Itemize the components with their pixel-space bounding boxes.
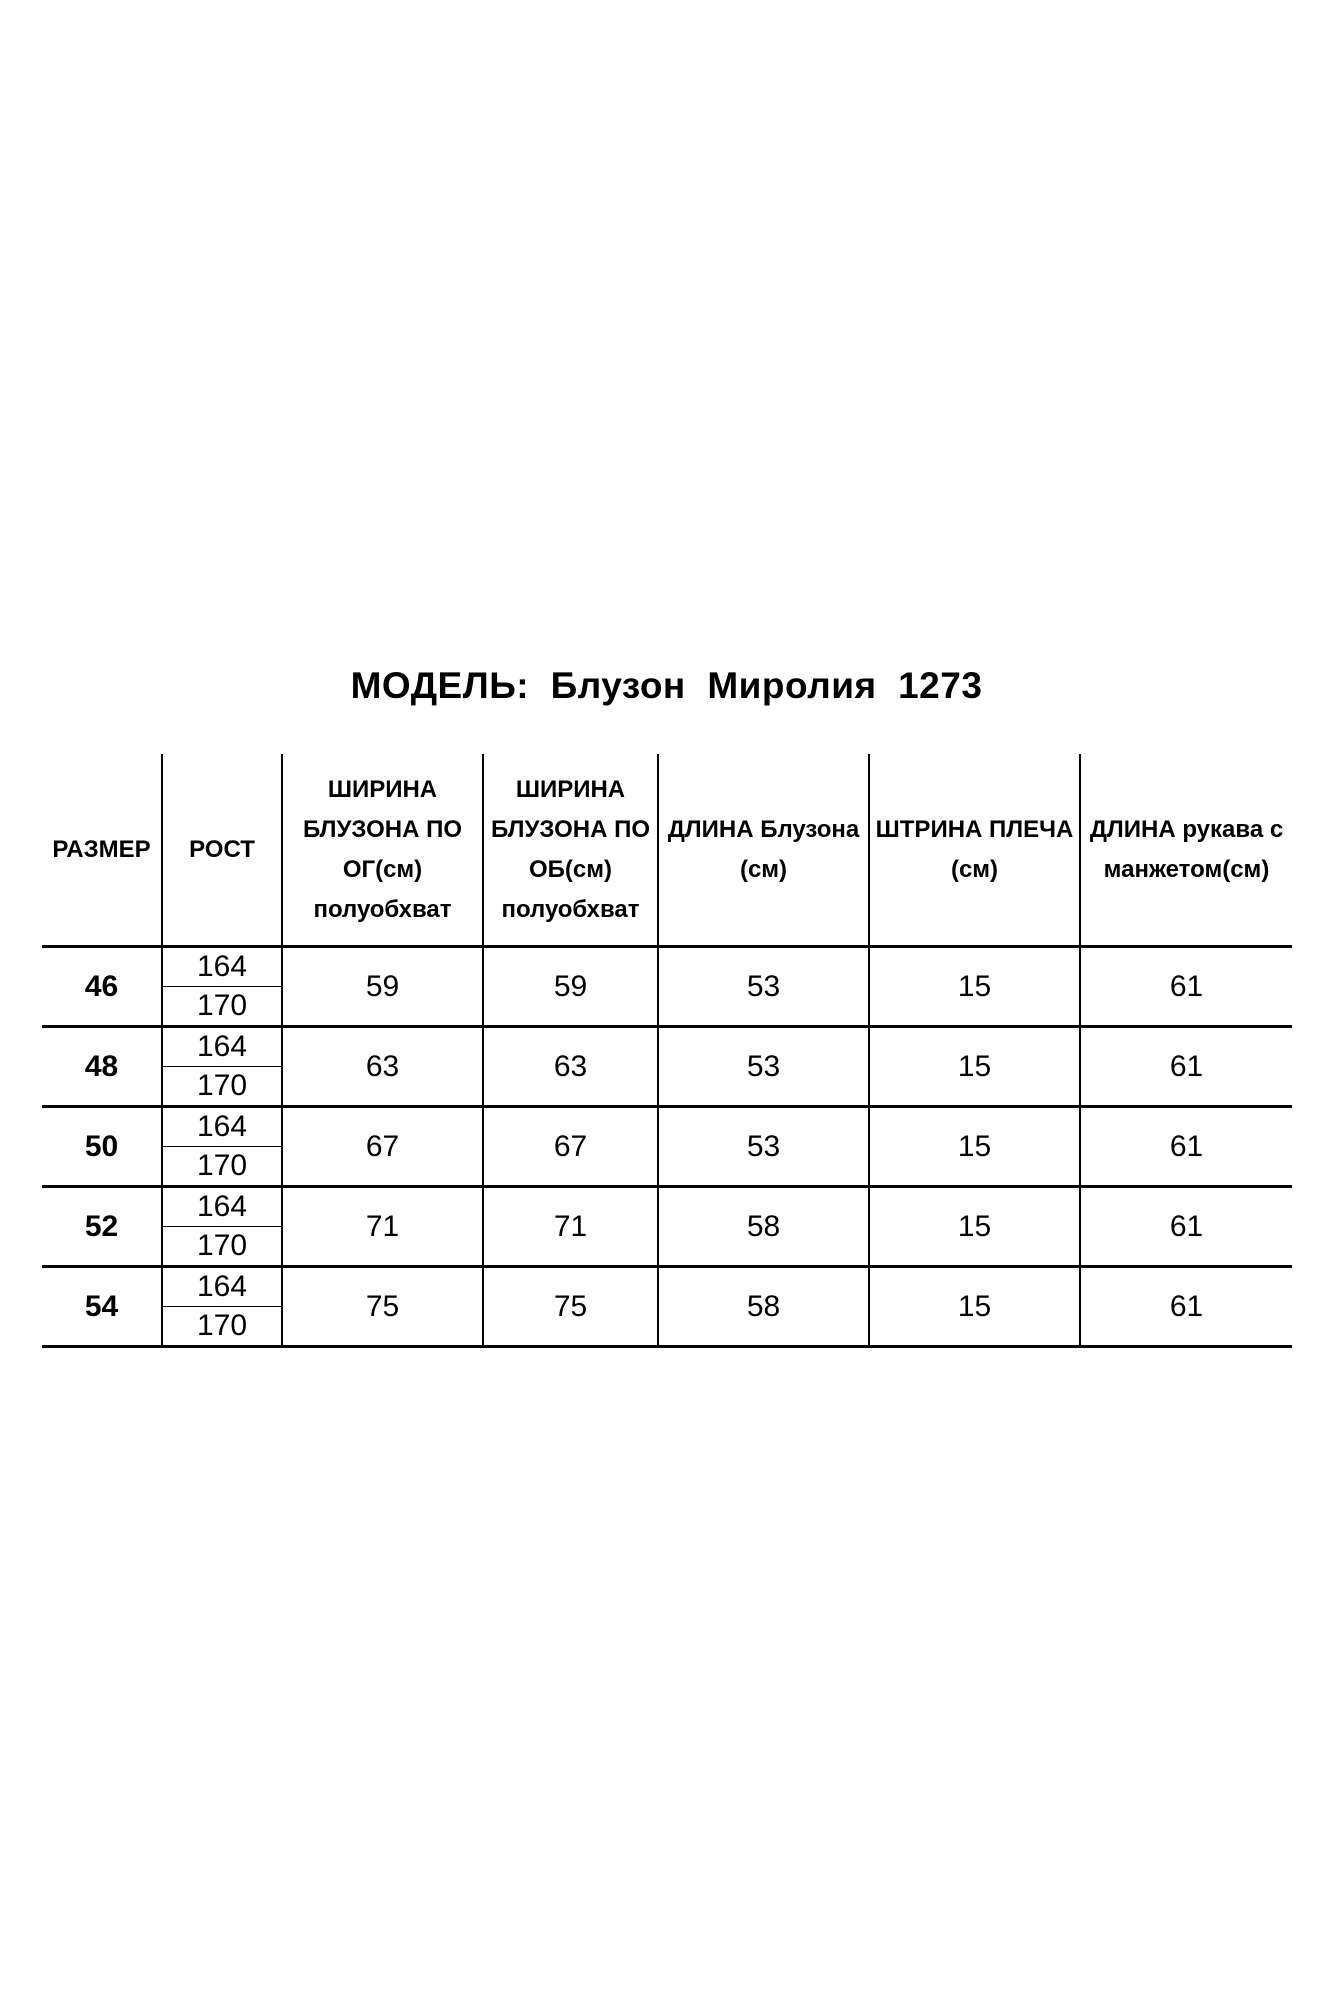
shoulder-width-value: 15 — [869, 1267, 1080, 1347]
header-chest-width: ШИРИНА БЛУЗОНА ПО ОГ(см) полуобхват — [282, 754, 483, 947]
size-value: 48 — [42, 1027, 162, 1107]
table-row — [42, 1187, 1292, 1227]
height-value: 170 — [162, 987, 282, 1027]
header-row — [42, 754, 1292, 947]
length-value: 53 — [658, 947, 869, 1027]
header-shoulder-width: ШТРИНА ПЛЕЧА (см) — [869, 754, 1080, 947]
sleeve-length-value: 61 — [1080, 1187, 1292, 1267]
hip-width-value: 67 — [483, 1107, 658, 1187]
size-value: 46 — [42, 947, 162, 1027]
height-value: 164 — [162, 947, 282, 987]
table-row — [42, 1107, 1292, 1147]
chest-width-value: 71 — [282, 1187, 483, 1267]
size-value: 52 — [42, 1187, 162, 1267]
height-value: 170 — [162, 1147, 282, 1187]
shoulder-width-value: 15 — [869, 1187, 1080, 1267]
chest-width-value: 59 — [282, 947, 483, 1027]
chest-width-value: 75 — [282, 1267, 483, 1347]
page-title: МОДЕЛЬ: Блузон Миролия 1273 — [350, 665, 983, 706]
length-value: 58 — [658, 1267, 869, 1347]
height-value: 164 — [162, 1267, 282, 1307]
table-row — [42, 947, 1292, 987]
sleeve-length-value: 61 — [1080, 1107, 1292, 1187]
chest-width-value: 67 — [282, 1107, 483, 1187]
shoulder-width-value: 15 — [869, 947, 1080, 1027]
height-value: 164 — [162, 1107, 282, 1147]
shoulder-width-value: 15 — [869, 1107, 1080, 1187]
size-value: 54 — [42, 1267, 162, 1347]
sleeve-length-value: 61 — [1080, 1267, 1292, 1347]
sleeve-length-value: 61 — [1080, 1027, 1292, 1107]
height-value: 170 — [162, 1227, 282, 1267]
size-chart-table — [42, 754, 1292, 1348]
height-value: 170 — [162, 1307, 282, 1347]
length-value: 53 — [658, 1107, 869, 1187]
shoulder-width-value: 15 — [869, 1027, 1080, 1107]
length-value: 53 — [658, 1027, 869, 1107]
header-height: РОСТ — [162, 754, 282, 947]
header-size: РАЗМЕР — [42, 754, 162, 947]
hip-width-value: 71 — [483, 1187, 658, 1267]
length-value: 58 — [658, 1187, 869, 1267]
hip-width-value: 59 — [483, 947, 658, 1027]
height-value: 164 — [162, 1027, 282, 1067]
hip-width-value: 75 — [483, 1267, 658, 1347]
height-value: 164 — [162, 1187, 282, 1227]
height-value: 170 — [162, 1067, 282, 1107]
sleeve-length-value: 61 — [1080, 947, 1292, 1027]
header-length: ДЛИНА Блузона (см) — [658, 754, 869, 947]
chest-width-value: 63 — [282, 1027, 483, 1107]
size-value: 50 — [42, 1107, 162, 1187]
hip-width-value: 63 — [483, 1027, 658, 1107]
header-hip-width: ШИРИНА БЛУЗОНА ПО ОБ(см) полуобхват — [483, 754, 658, 947]
header-sleeve-length: ДЛИНА рукава с манжетом(см) — [1080, 754, 1292, 947]
table-row — [42, 1027, 1292, 1067]
table-row — [42, 1267, 1292, 1307]
